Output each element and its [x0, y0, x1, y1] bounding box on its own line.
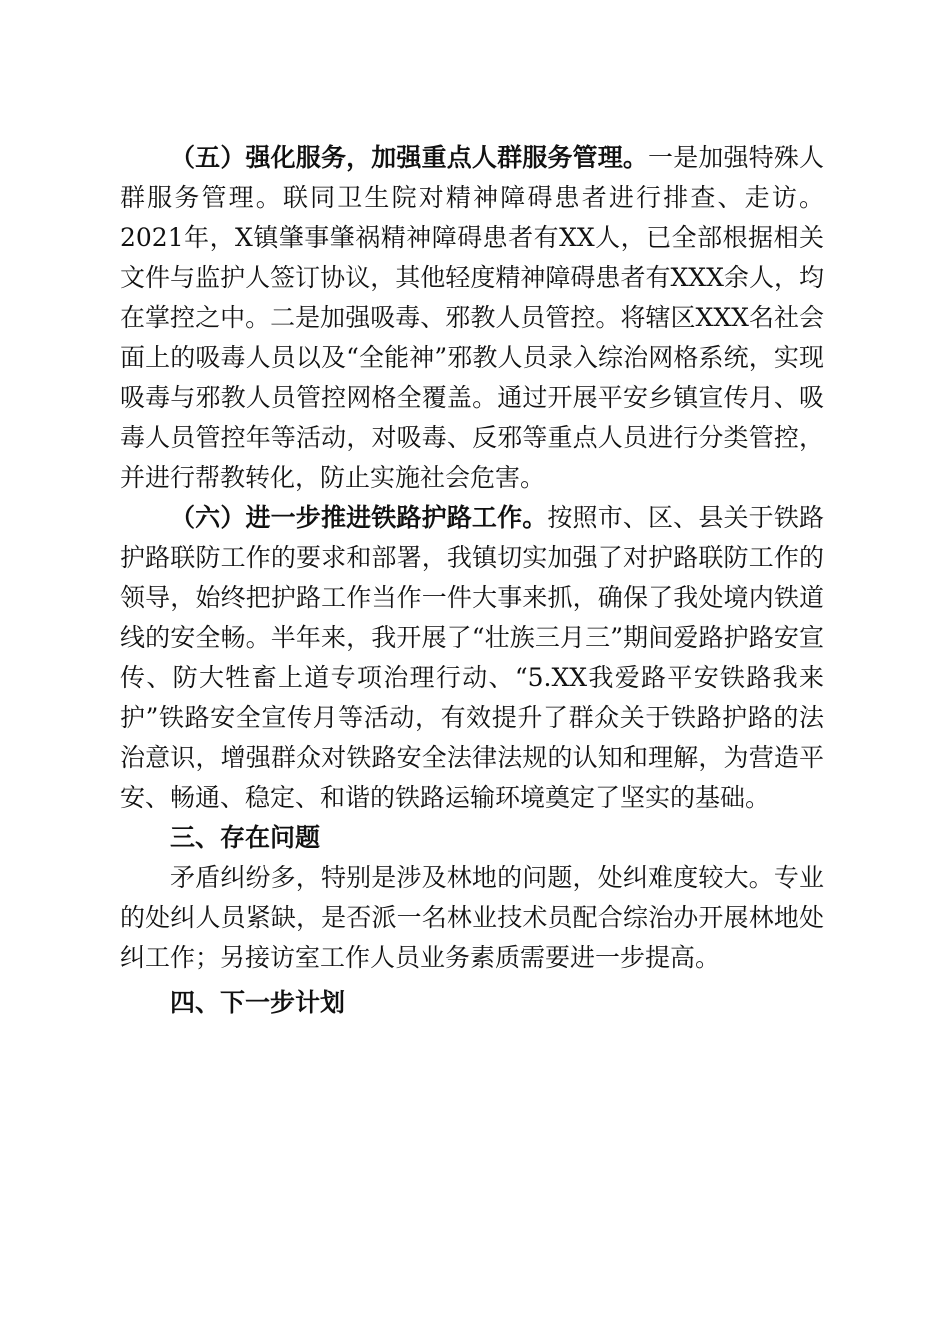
- problems-paragraph: 矛盾纠纷多，特别是涉及林地的问题，处纠难度较大。专业的处纠人员紧缺，是否派一名林业技术员配合综治办开展林地处纠工作；另接访室工作人员业务素质需要进一步提高。: [120, 863, 824, 972]
- section-six-paragraph: [120, 498, 824, 818]
- document-page: [120, 138, 824, 1023]
- section-six-body: 按照市、区、县关于铁路护路联防工作的要求和部署，我镇切实加强了对护路联防工作的领导，始终把护路工作当作一件大事来抓，确保了我处境内铁道线的安全畅。半年来，我开展了“壮族三月三”期间爱路护路安宣传、防大牲畜上道专项治理行动、“5.XX我爱路平安铁路我来护”铁路安全宣传月等活动，有效提升了群众关于铁路护路的法治意识，增强群众对铁路安全法律法规的认知和理解，为营造平安、畅通、稳定、和谐的铁路运输环境奠定了坚实的基础。: [120, 503, 824, 812]
- section-five-paragraph: [120, 138, 824, 498]
- heading-next-steps: 四、下一步计划: [170, 988, 346, 1017]
- heading-existing-problems: 三、存在问题: [170, 823, 321, 852]
- section-six-lead: （六）进一步推进铁路护路工作。: [170, 503, 548, 532]
- section-five-lead: （五）强化服务，加强重点人群服务管理。: [170, 143, 649, 172]
- section-five-body: 一是加强特殊人群服务管理。联同卫生院对精神障碍患者进行排查、走访。2021年，X镇肇事肇祸精神障碍患者有XX人，已全部根据相关文件与监护人签订协议，其他轻度精神障碍患者有XXX余人，均在掌控之中。二是加强吸毒、邪教人员管控。将辖区XXX名社会面上的吸毒人员以及“全能神”邪教人员录入综治网格系统，实现吸毒与邪教人员管控网格全覆盖。通过开展平安乡镇宣传月、吸毒人员管控年等活动，对吸毒、反邪等重点人员进行分类管控，并进行帮教转化，防止实施社会危害。: [120, 143, 824, 492]
